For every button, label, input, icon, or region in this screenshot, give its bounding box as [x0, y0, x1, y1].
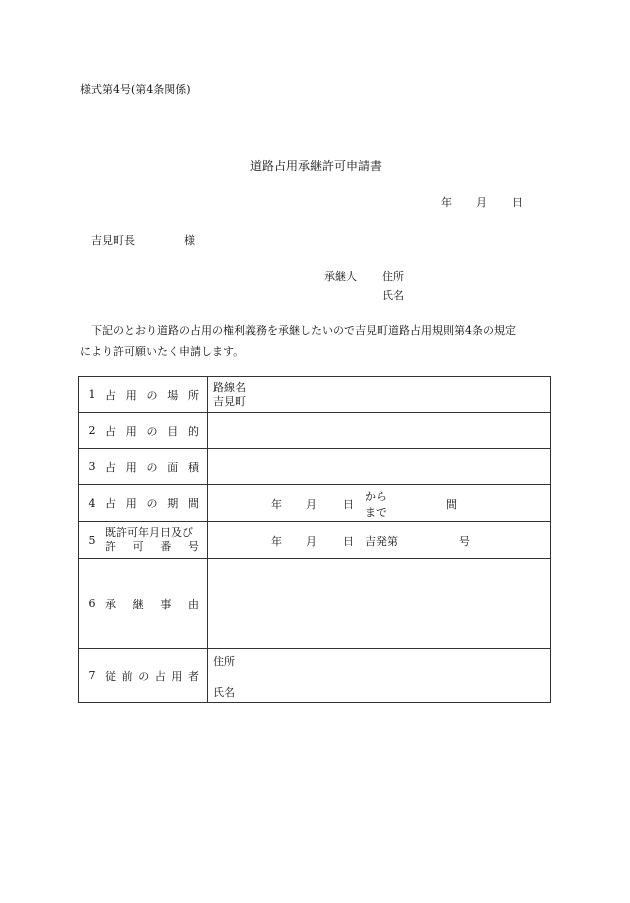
label-char: の	[146, 388, 158, 402]
row-number: 4	[88, 496, 96, 510]
route-name-label: 路線名	[213, 380, 246, 394]
label-char: の	[146, 460, 158, 474]
row-number: 2	[88, 424, 96, 437]
period-from: から	[365, 490, 387, 503]
label-char: 場	[167, 388, 179, 402]
label-char: 占	[105, 497, 116, 510]
label-char: の	[146, 424, 158, 438]
label-char: 占	[105, 424, 116, 438]
value-area[interactable]	[208, 449, 551, 485]
label-char: 期	[167, 497, 179, 510]
label-char: 由	[187, 597, 199, 611]
value-prior-permit[interactable]	[208, 522, 551, 559]
table-row	[79, 559, 551, 649]
body-text-line-2: により許可願いたく申請します。	[80, 345, 245, 358]
value-period[interactable]	[208, 485, 551, 522]
label-char: 承	[105, 597, 116, 611]
label-char: 前	[121, 669, 133, 683]
period-day: 日	[343, 498, 354, 511]
label-previous-occupant	[79, 649, 208, 703]
table-row	[79, 377, 551, 413]
label-char: 目	[167, 424, 179, 438]
label-char: 所	[188, 388, 199, 402]
label-char: 占	[105, 460, 116, 474]
label-succession-reason	[79, 559, 208, 649]
date-day: 日	[512, 196, 523, 209]
label-char: 事	[160, 597, 172, 611]
label-char: 継	[132, 597, 144, 611]
label-prior-permit	[79, 522, 208, 559]
label-purpose	[79, 413, 208, 449]
previous-occupant-name-label: 氏名	[213, 686, 235, 699]
table-row	[79, 413, 551, 449]
label-char: 者	[187, 669, 199, 683]
town-name: 吉見町	[213, 394, 246, 408]
label-char: 面	[167, 460, 179, 474]
label-char: 号	[187, 540, 199, 553]
applicant-address-label: 住所	[382, 270, 404, 283]
permit-month: 月	[306, 535, 317, 548]
row-number: 6	[88, 597, 96, 610]
previous-occupant-address-label: 住所	[213, 655, 235, 668]
row-number: 7	[88, 669, 96, 682]
row-number: 1	[88, 388, 96, 401]
label-char: 積	[188, 460, 199, 474]
date-month: 月	[476, 196, 487, 209]
row-number: 5	[88, 533, 96, 547]
label-char: 用	[125, 388, 137, 402]
value-purpose[interactable]	[208, 413, 551, 449]
period-duration-unit: 間	[446, 498, 457, 511]
permit-year: 年	[271, 535, 282, 548]
application-table	[78, 376, 551, 703]
label-char: 間	[188, 497, 199, 510]
label-char: の	[146, 497, 158, 510]
body-text-line-1: 下記のとおり道路の占用の権利義務を承継したいので吉見町道路占用規則第4条の規定	[91, 324, 516, 337]
period-to: まで	[365, 506, 387, 519]
table-row	[79, 522, 551, 559]
row-number: 3	[88, 460, 96, 473]
table-row	[79, 449, 551, 485]
label-char: 用	[125, 497, 137, 510]
label-char: 許	[105, 540, 116, 553]
permit-day: 日	[343, 535, 354, 548]
label-char: 用	[125, 460, 137, 474]
label-char: 的	[188, 424, 199, 438]
label-char: の	[138, 669, 150, 683]
form-reference: 様式第4号(第4条関係)	[80, 83, 191, 96]
table-row	[79, 649, 551, 703]
label-char: 用	[125, 424, 137, 438]
label-area	[79, 449, 208, 485]
value-location[interactable]	[208, 377, 551, 413]
period-year: 年	[271, 498, 282, 511]
applicant-name-label: 氏名	[382, 289, 404, 302]
document-title: 道路占用承継許可申請書	[250, 159, 383, 173]
label-period	[79, 485, 208, 522]
applicant-role: 承継人	[324, 270, 357, 283]
label-char: 従	[105, 669, 116, 683]
value-previous-occupant[interactable]	[208, 649, 551, 703]
label-char: 占	[105, 388, 116, 402]
addressee-honorific: 様	[184, 234, 195, 247]
table-row	[79, 485, 551, 522]
value-succession-reason[interactable]	[208, 559, 551, 649]
label-char: 用	[171, 669, 183, 683]
label-char: 占	[154, 669, 166, 683]
label-line: 既許可年月日及び	[105, 526, 193, 539]
date-year: 年	[441, 196, 452, 209]
permit-number-prefix: 吉発第	[365, 535, 398, 548]
label-location	[79, 377, 208, 413]
label-char: 可	[132, 540, 144, 553]
period-month: 月	[306, 498, 317, 511]
permit-number-suffix: 号	[459, 535, 470, 548]
label-char: 番	[160, 540, 172, 553]
addressee-name: 吉見町長	[91, 234, 135, 247]
